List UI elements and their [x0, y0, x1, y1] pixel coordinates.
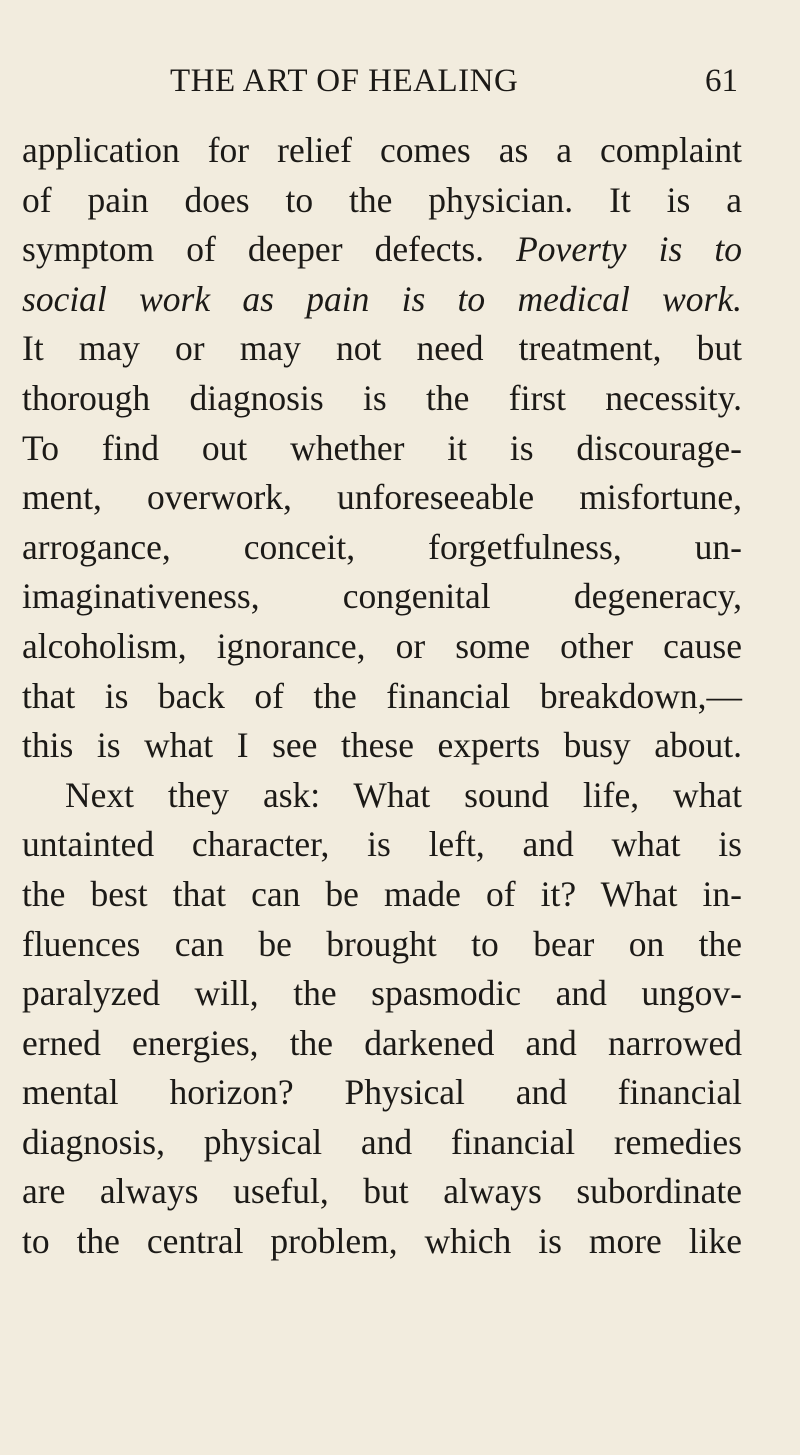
text-line: Next they ask: What sound life, what: [65, 774, 742, 815]
text-line: To find out whether it is discourage-: [22, 427, 742, 468]
text-line: arrogance, conceit, forgetfulness, un-: [22, 526, 742, 567]
running-title: THE ART OF HEALING: [170, 63, 519, 99]
text-line: It may or may not need treatment, but: [22, 328, 742, 369]
page-number: 61: [705, 63, 738, 99]
text-line: to the central problem, which is more like: [22, 1221, 742, 1262]
text-line: that is back of the financial breakdown,—: [22, 675, 742, 716]
text-line: untainted character, is left, and what is: [22, 824, 742, 865]
text-line: are always useful, but always subordinate: [22, 1171, 742, 1212]
text-line-italic: social work as pain is to medical work.: [22, 278, 742, 319]
text-line: diagnosis, physical and financial remedies: [22, 1121, 742, 1162]
text-line-italic: Poverty is to: [516, 229, 742, 270]
text-line: ment, overwork, unforeseeable misfortune,: [22, 477, 742, 518]
text-line: alcoholism, ignorance, or some other cause: [22, 625, 742, 666]
text-line: [22, 225, 742, 275]
text-line: the best that can be made of it? What in-: [22, 873, 742, 914]
running-head: [0, 56, 800, 106]
body-text: [22, 126, 742, 1267]
text-line: thorough diagnosis is the first necessity.: [22, 377, 742, 418]
text-line: application for relief comes as a complaint: [22, 130, 742, 170]
text-line: paralyzed will, the spasmodic and ungov-: [22, 973, 742, 1014]
text-line: of pain does to the physician. It is a: [22, 179, 742, 220]
text-line: fluences can be brought to bear on the: [22, 923, 742, 964]
text-line: [22, 275, 742, 325]
text-line: this is what I see these experts busy about.: [22, 725, 742, 766]
text-line: imaginativeness, congenital degeneracy,: [22, 576, 742, 617]
text-line-roman: symptom of deeper defects.: [22, 229, 485, 270]
text-line: erned energies, the darkened and narrowed: [22, 1022, 742, 1063]
text-line: mental horizon? Physical and financial: [22, 1072, 742, 1113]
